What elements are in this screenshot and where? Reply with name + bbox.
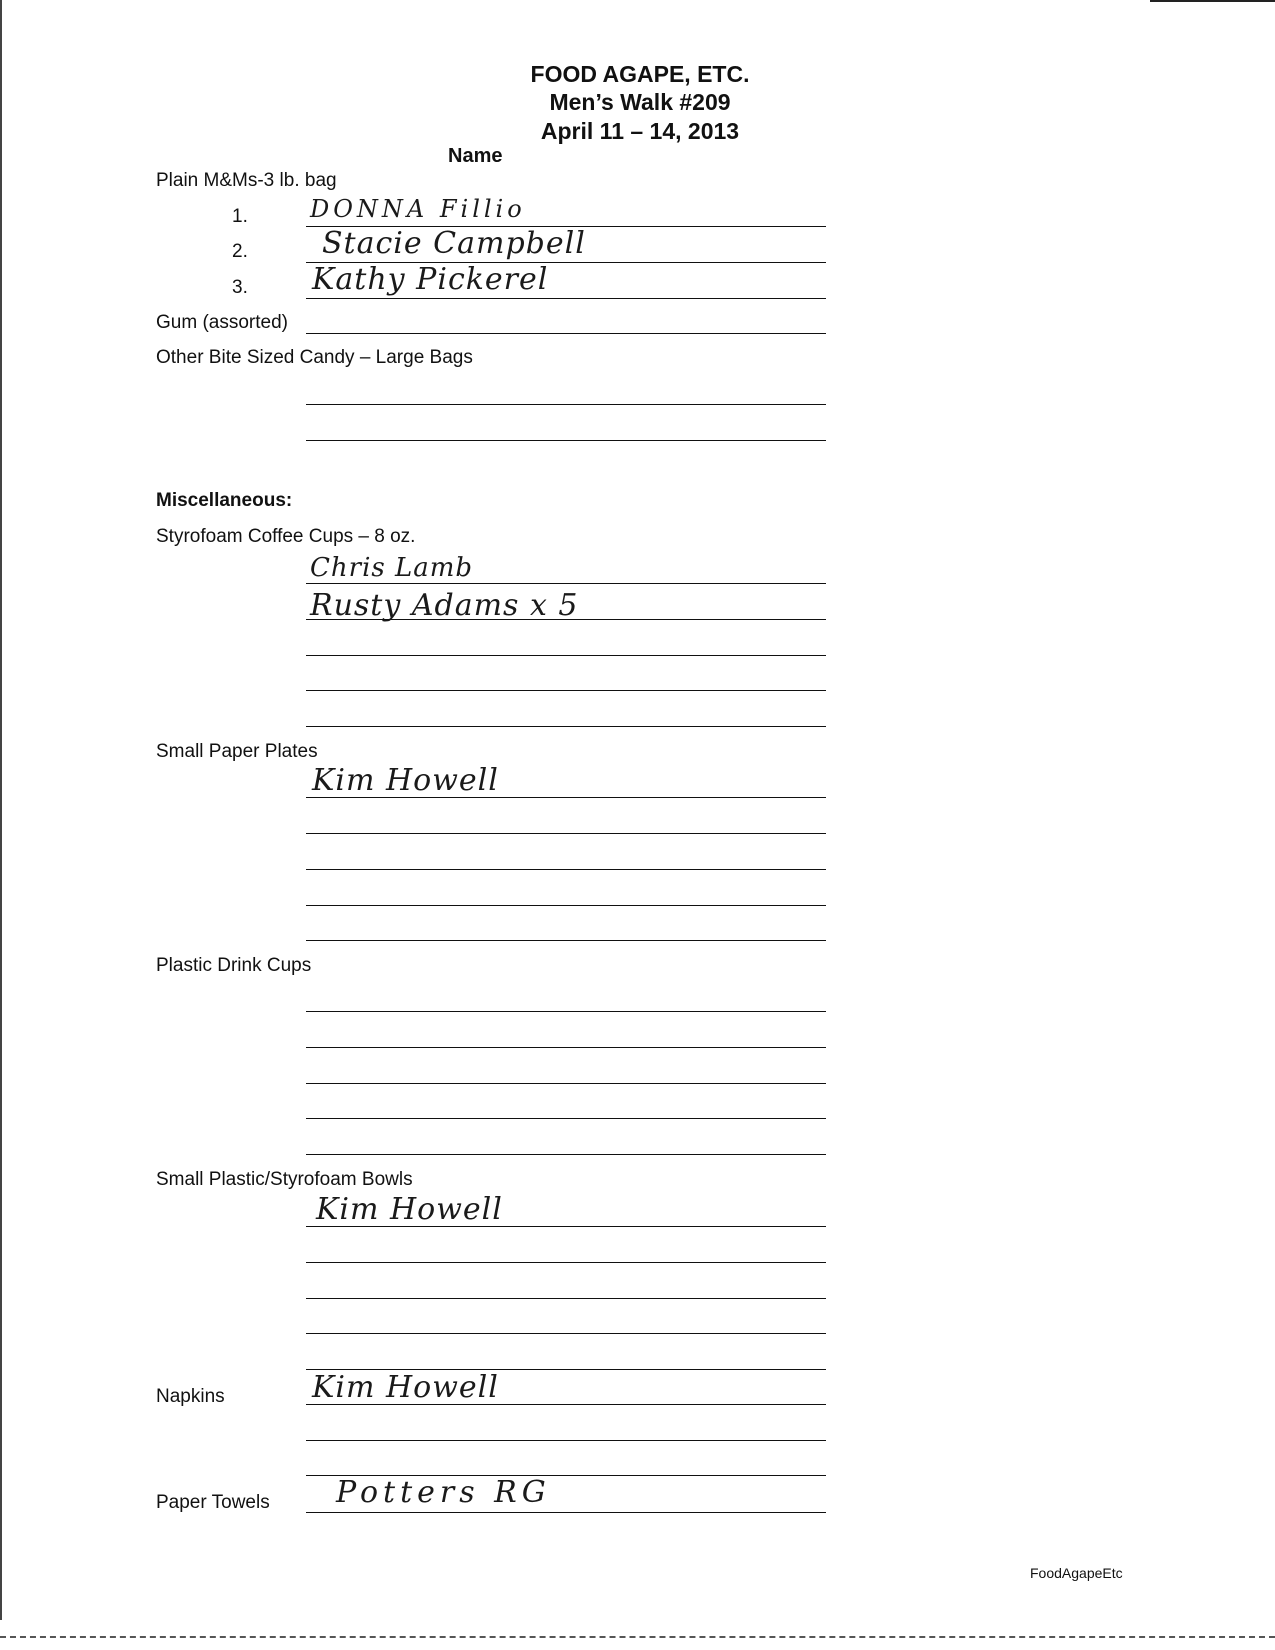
mms-signup-1: DONNA Fillio (310, 195, 526, 223)
paper-plates-line-4[interactable] (306, 905, 826, 906)
mms-signup-3: Kathy Pickerel (312, 262, 549, 297)
bowls-label: Small Plastic/Styrofoam Bowls (156, 1169, 413, 1190)
napkins-line-2[interactable] (306, 1440, 826, 1441)
drink-cups-line-5[interactable] (306, 1154, 826, 1155)
mms-line-1[interactable] (306, 226, 826, 227)
paper-towels-label: Paper Towels (156, 1492, 270, 1513)
drink-cups-line-2[interactable] (306, 1047, 826, 1048)
paper-plates-line-2[interactable] (306, 833, 826, 834)
drink-cups-line-1[interactable] (306, 1011, 826, 1012)
bowls-line-1[interactable] (306, 1226, 826, 1227)
coffee-cups-line-3[interactable] (306, 655, 826, 656)
scan-border-top-right (1150, 0, 1275, 2)
mms-line-3[interactable] (306, 298, 826, 299)
paper-plates-label: Small Paper Plates (156, 741, 318, 762)
coffee-cups-line-2[interactable] (306, 619, 826, 620)
coffee-cups-signup-2: Rusty Adams x 5 (310, 588, 579, 623)
mms-signup-2: Stacie Campbell (322, 226, 586, 261)
mms-number-2: 2. (232, 241, 248, 262)
bowls-line-3[interactable] (306, 1298, 826, 1299)
mms-number-1: 1. (232, 206, 248, 227)
form-subtitle: Men’s Walk #209 (549, 89, 731, 115)
gum-line[interactable] (306, 333, 826, 334)
paper-plates-signup-1: Kim Howell (312, 763, 499, 798)
drink-cups-line-4[interactable] (306, 1118, 826, 1119)
paper-towels-line-1[interactable] (306, 1512, 826, 1513)
napkins-signup-1: Kim Howell (312, 1370, 499, 1405)
candy-line-2[interactable] (306, 440, 826, 441)
coffee-cups-label: Styrofoam Coffee Cups – 8 oz. (156, 526, 416, 547)
paper-towels-signup-1: Potters RG (336, 1475, 551, 1510)
mms-line-2[interactable] (306, 262, 826, 263)
gum-label: Gum (assorted) (156, 312, 288, 333)
paper-plates-line-3[interactable] (306, 869, 826, 870)
scan-border-bottom (0, 1636, 1275, 1638)
mms-label: Plain M&Ms-3 lb. bag (156, 170, 337, 191)
bowls-line-2[interactable] (306, 1262, 826, 1263)
coffee-cups-line-1[interactable] (306, 583, 826, 584)
paper-plates-line-5[interactable] (306, 940, 826, 941)
coffee-cups-line-5[interactable] (306, 726, 826, 727)
bowls-line-4[interactable] (306, 1333, 826, 1334)
name-column-heading: Name (448, 145, 503, 167)
form-dates: April 11 – 14, 2013 (540, 118, 740, 144)
coffee-cups-signup-1: Chris Lamb (310, 553, 474, 583)
form-title: FOOD AGAPE, ETC. (530, 61, 750, 87)
mms-number-3: 3. (232, 277, 248, 298)
footer-file-name: FoodAgapeEtc (1030, 1565, 1123, 1581)
drink-cups-label: Plastic Drink Cups (156, 955, 312, 976)
paper-plates-line-1[interactable] (306, 797, 826, 798)
scan-border-left (0, 0, 2, 1620)
candy-line-1[interactable] (306, 404, 826, 405)
misc-heading: Miscellaneous: (156, 490, 293, 511)
napkins-label: Napkins (156, 1386, 225, 1407)
napkins-line-1[interactable] (306, 1404, 826, 1405)
coffee-cups-line-4[interactable] (306, 690, 826, 691)
drink-cups-line-3[interactable] (306, 1083, 826, 1084)
candy-label: Other Bite Sized Candy – Large Bags (156, 347, 473, 368)
bowls-signup-1: Kim Howell (316, 1192, 503, 1227)
